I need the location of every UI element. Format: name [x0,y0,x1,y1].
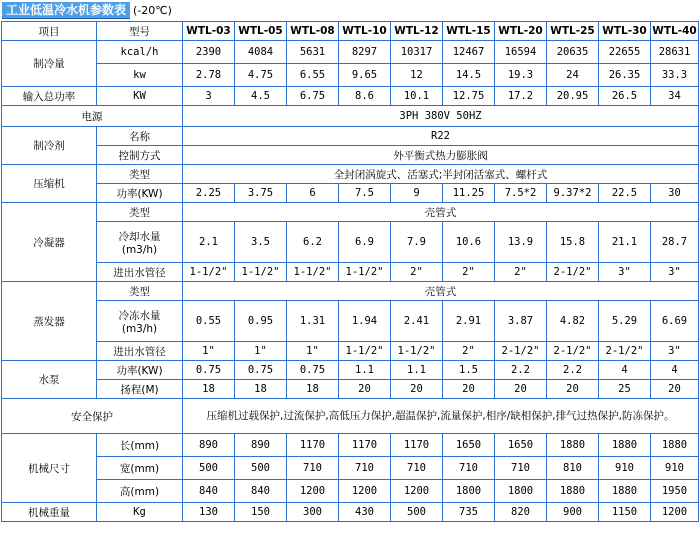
power-supply-value: 3PH 380V 50HZ [183,106,699,127]
model-name: WTL-12 [391,22,443,41]
dim-width-value: 710 [287,457,339,480]
total-power-value: 20.95 [547,87,599,106]
evaporator-pipe-value: 2" [443,342,495,361]
condenser-water-label-text: 冷却水量 [118,230,161,243]
pump-power-value: 2.2 [495,361,547,380]
dim-width-value: 710 [391,457,443,480]
pump-head-value: 20 [495,380,547,399]
model-name: WTL-20 [495,22,547,41]
pump-power-value: 0.75 [183,361,235,380]
condenser-pipe-value: 3" [651,263,699,282]
dimensions-label: 机械尺寸 [2,434,97,503]
condenser-water-row [2,222,699,263]
pump-power-value: 1.1 [339,361,391,380]
cooling-kcal-value: 16594 [495,41,547,64]
dim-width-row [2,457,699,480]
cooling-kcal-value: 28631 [651,41,699,64]
dim-width-value: 710 [495,457,547,480]
cooling-kcal-value: 5631 [287,41,339,64]
dim-height-value: 840 [183,480,235,503]
compressor-power-value: 7.5 [339,184,391,203]
compressor-power-value: 30 [651,184,699,203]
power-supply-label: 电源 [2,106,183,127]
weight-value: 820 [495,503,547,522]
cooling-unit-kcal: kcal/h [97,41,183,64]
refrigerant-control-label: 控制方式 [97,146,183,165]
evaporator-pipe-value: 1" [287,342,339,361]
evaporator-pipe-value: 2-1/2" [599,342,651,361]
evaporator-water-value: 5.29 [599,301,651,342]
total-power-value: 26.5 [599,87,651,106]
evaporator-water-row [2,301,699,342]
pump-power-value: 2.2 [547,361,599,380]
pump-head-value: 20 [547,380,599,399]
cooling-kw-value: 12 [391,64,443,87]
condenser-label: 冷凝器 [2,203,97,282]
condenser-pipe-value: 3" [599,263,651,282]
evaporator-water-value: 2.91 [443,301,495,342]
model-name: WTL-05 [235,22,287,41]
weight-value: 130 [183,503,235,522]
evaporator-water-value: 0.95 [235,301,287,342]
compressor-power-value: 6 [287,184,339,203]
pump-power-value: 4 [651,361,699,380]
dim-length-value: 1170 [391,434,443,457]
condenser-water-value: 28.7 [651,222,699,263]
refrigerant-label: 制冷剂 [2,127,97,165]
evaporator-pipe-label: 进出水管径 [97,342,183,361]
model-name: WTL-03 [183,22,235,41]
dim-length-value: 890 [235,434,287,457]
pump-head-value: 20 [391,380,443,399]
table-title [2,2,172,19]
condenser-water-value: 6.9 [339,222,391,263]
dim-height-value: 1800 [495,480,547,503]
dim-width-value: 710 [339,457,391,480]
condenser-water-value: 3.5 [235,222,287,263]
total-power-unit: KW [97,87,183,106]
pump-head-value: 20 [443,380,495,399]
safety-value: 压缩机过载保护,过流保护,高低压力保护,超温保护,流量保护,相序/缺相保护,排气过热保护,防冻保护。 [183,399,699,434]
condenser-pipe-value: 2" [391,263,443,282]
evaporator-pipe-value: 1-1/2" [339,342,391,361]
pump-head-value: 18 [287,380,339,399]
evaporator-pipe-value: 1" [235,342,287,361]
pump-power-value: 1.5 [443,361,495,380]
compressor-power-value: 3.75 [235,184,287,203]
evaporator-water-label-text: 冷冻水量 [118,309,161,322]
cooling-kcal-value: 10317 [391,41,443,64]
spec-table [1,21,699,522]
pump-power-label: 功率(KW) [97,361,183,380]
total-power-value: 6.75 [287,87,339,106]
condenser-pipe-value: 1-1/2" [339,263,391,282]
dim-height-value: 1200 [391,480,443,503]
cooling-kw-value: 33.3 [651,64,699,87]
condenser-water-value: 21.1 [599,222,651,263]
cooling-kcal-row [2,41,699,64]
weight-value: 735 [443,503,495,522]
pump-head-value: 20 [651,380,699,399]
compressor-power-value: 22.5 [599,184,651,203]
total-power-label: 输入总功率 [2,87,97,106]
model-name: WTL-15 [443,22,495,41]
pump-power-value: 4 [599,361,651,380]
total-power-value: 17.2 [495,87,547,106]
total-power-value: 34 [651,87,699,106]
safety-row [2,399,699,434]
dim-width-value: 810 [547,457,599,480]
dim-length-value: 1170 [339,434,391,457]
compressor-power-value: 9.37*2 [547,184,599,203]
weight-value: 1150 [599,503,651,522]
refrigerant-name-label: 名称 [97,127,183,146]
condenser-type-row [2,203,699,222]
compressor-power-row [2,184,699,203]
condenser-pipe-value: 1-1/2" [235,263,287,282]
pump-power-row [2,361,699,380]
header-row [2,22,699,41]
dim-width-value: 500 [183,457,235,480]
condenser-pipe-value: 1-1/2" [287,263,339,282]
compressor-power-value: 7.5*2 [495,184,547,203]
weight-value: 430 [339,503,391,522]
model-header: 型号 [97,22,183,41]
dim-height-value: 1800 [443,480,495,503]
condenser-water-unit: (m3/h) [121,243,158,256]
evaporator-pipe-value: 3" [651,342,699,361]
compressor-type-label: 类型 [97,165,183,184]
refrigerant-name-row [2,127,699,146]
evaporator-type-value: 壳管式 [183,282,699,301]
safety-label: 安全保护 [2,399,183,434]
model-name: WTL-08 [287,22,339,41]
compressor-label: 压缩机 [2,165,97,203]
evaporator-type-label: 类型 [97,282,183,301]
compressor-power-value: 11.25 [443,184,495,203]
evaporator-water-unit: (m3/h) [121,322,158,335]
compressor-power-value: 9 [391,184,443,203]
condenser-type-label: 类型 [97,203,183,222]
weight-value: 900 [547,503,599,522]
evaporator-pipe-value: 2-1/2" [495,342,547,361]
dim-height-row [2,480,699,503]
evaporator-pipe-value: 2-1/2" [547,342,599,361]
evaporator-water-value: 0.55 [183,301,235,342]
evaporator-water-value: 1.31 [287,301,339,342]
condenser-pipe-value: 1-1/2" [183,263,235,282]
model-name: WTL-40 [651,22,699,41]
evaporator-pipe-value: 1" [183,342,235,361]
dim-height-value: 840 [235,480,287,503]
evaporator-water-value: 3.87 [495,301,547,342]
total-power-value: 12.75 [443,87,495,106]
cooling-kcal-value: 8297 [339,41,391,64]
cooling-kw-value: 2.78 [183,64,235,87]
condenser-type-value: 壳管式 [183,203,699,222]
cooling-kw-value: 14.5 [443,64,495,87]
condenser-water-value: 2.1 [183,222,235,263]
refrigerant-control-row [2,146,699,165]
model-name: WTL-25 [547,22,599,41]
dim-height-value: 1880 [599,480,651,503]
cooling-kcal-value: 20635 [547,41,599,64]
table-title-temperature: (-20℃) [133,4,172,17]
condenser-water-value: 6.2 [287,222,339,263]
evaporator-water-value: 6.69 [651,301,699,342]
total-power-row [2,87,699,106]
dim-length-value: 1650 [495,434,547,457]
cooling-label: 制冷量 [2,41,97,87]
cooling-kw-row [2,64,699,87]
evaporator-water-label [97,301,183,342]
pump-head-value: 20 [339,380,391,399]
dim-length-value: 890 [183,434,235,457]
weight-value: 150 [235,503,287,522]
compressor-type-row [2,165,699,184]
evaporator-label: 蒸发器 [2,282,97,361]
item-header: 项目 [2,22,97,41]
condenser-water-value: 15.8 [547,222,599,263]
total-power-value: 10.1 [391,87,443,106]
evaporator-water-value: 1.94 [339,301,391,342]
evaporator-pipe-value: 1-1/2" [391,342,443,361]
model-name: WTL-30 [599,22,651,41]
pump-head-value: 25 [599,380,651,399]
weight-value: 1200 [651,503,699,522]
condenser-pipe-row [2,263,699,282]
condenser-water-value: 13.9 [495,222,547,263]
condenser-pipe-label: 进出水管径 [97,263,183,282]
cooling-kcal-value: 22655 [599,41,651,64]
condenser-water-value: 7.9 [391,222,443,263]
dim-length-value: 1880 [547,434,599,457]
cooling-kw-value: 4.75 [235,64,287,87]
pump-head-value: 18 [183,380,235,399]
pump-head-row [2,380,699,399]
refrigerant-control-value: 外平衡式热力膨胀阀 [183,146,699,165]
dim-width-label: 宽(mm) [97,457,183,480]
condenser-water-value: 10.6 [443,222,495,263]
dim-height-value: 1950 [651,480,699,503]
evaporator-water-value: 2.41 [391,301,443,342]
dim-length-value: 1880 [651,434,699,457]
dim-width-value: 710 [443,457,495,480]
weight-value: 500 [391,503,443,522]
table-title-main: 工业低温冷水机参数表 [2,2,130,19]
dim-width-value: 500 [235,457,287,480]
dim-length-label: 长(mm) [97,434,183,457]
dim-length-row [2,434,699,457]
power-supply-row [2,106,699,127]
weight-value: 300 [287,503,339,522]
dim-width-value: 910 [599,457,651,480]
cooling-kw-value: 19.3 [495,64,547,87]
weight-label: 机械重量 [2,503,97,522]
pump-label: 水泵 [2,361,97,399]
condenser-water-label [97,222,183,263]
cooling-kw-value: 6.55 [287,64,339,87]
cooling-kw-value: 26.35 [599,64,651,87]
dim-width-value: 910 [651,457,699,480]
evaporator-water-value: 4.82 [547,301,599,342]
condenser-pipe-value: 2" [495,263,547,282]
dim-length-value: 1880 [599,434,651,457]
cooling-kw-value: 9.65 [339,64,391,87]
pump-head-label: 扬程(M) [97,380,183,399]
model-name: WTL-10 [339,22,391,41]
dim-height-label: 高(mm) [97,480,183,503]
refrigerant-name-value: R22 [183,127,699,146]
evaporator-pipe-row [2,342,699,361]
dim-length-value: 1650 [443,434,495,457]
pump-power-value: 0.75 [287,361,339,380]
pump-head-value: 18 [235,380,287,399]
compressor-power-label: 功率(KW) [97,184,183,203]
total-power-value: 3 [183,87,235,106]
compressor-power-value: 2.25 [183,184,235,203]
condenser-pipe-value: 2" [443,263,495,282]
cooling-kcal-value: 12467 [443,41,495,64]
cooling-unit-kw: kw [97,64,183,87]
weight-row [2,503,699,522]
cooling-kcal-value: 4084 [235,41,287,64]
pump-power-value: 0.75 [235,361,287,380]
compressor-type-value: 全封闭涡旋式、活塞式;半封闭活塞式、螺杆式 [183,165,699,184]
pump-power-value: 1.1 [391,361,443,380]
cooling-kcal-value: 2390 [183,41,235,64]
total-power-value: 8.6 [339,87,391,106]
evaporator-type-row [2,282,699,301]
dim-length-value: 1170 [287,434,339,457]
weight-unit: Kg [97,503,183,522]
total-power-value: 4.5 [235,87,287,106]
dim-height-value: 1200 [287,480,339,503]
dim-height-value: 1880 [547,480,599,503]
dim-height-value: 1200 [339,480,391,503]
cooling-kw-value: 24 [547,64,599,87]
condenser-pipe-value: 2-1/2" [547,263,599,282]
